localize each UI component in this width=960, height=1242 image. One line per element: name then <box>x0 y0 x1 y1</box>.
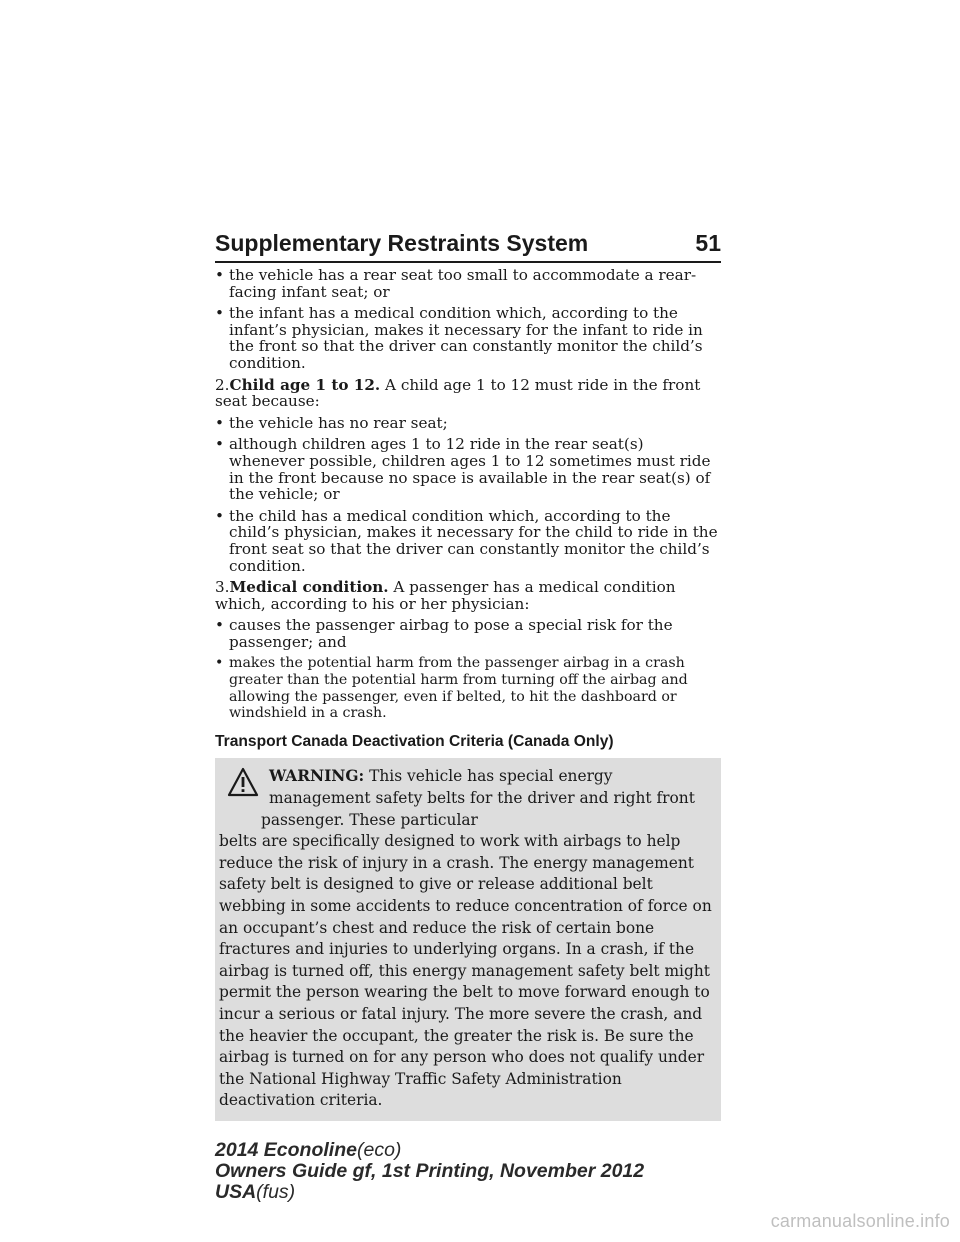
market-code: (fus) <box>256 1181 296 1203</box>
warning-lead <box>261 766 717 831</box>
item-number: 2. <box>215 375 230 394</box>
footer-line-3 <box>215 1182 644 1203</box>
model: 2014 Econoline <box>215 1139 357 1161</box>
item-heading: Medical condition. <box>229 578 389 597</box>
list-item: • causes the passenger airbag to pose a special risk for the passenger; and <box>215 617 721 650</box>
warning-box <box>215 758 721 1121</box>
page-number: 51 <box>695 230 721 256</box>
footer-line-1 <box>215 1140 644 1161</box>
subheading: Transport Canada Deactivation Criteria (Canada Only) <box>215 732 614 750</box>
warning-text: belts are specifically designed to work with airbags to help reduce the risk of injury in a crash. The energy management safety belt is designed to give or release additional belt webbing in some accidents to reduce concentration of force on an occupant’s chest and reduce the risk of certain bone fractures and injuries to underlying organs. In a crash, if the airbag is turned off, this energy management safety belt might permit the person wearing the belt to move forward enough to incur a serious or fatal injury. The more severe the crash, and the heavier the occupant, the greater the risk is. Be sure the airbag is turned on for any person who does not qualify under the National Highway Traffic Safety Administration deactivation criteria. <box>219 832 712 1110</box>
item-heading: Child age 1 to 12. <box>229 375 381 394</box>
list-item: • makes the potential harm from the passenger airbag in a crash greater than the potential harm from turning off the airbag and allowing the passenger, even if belted, to hit the dashboard or windshield in a crash. <box>215 655 721 721</box>
item-text: A passenger has a medical condition which, according to his or her physician: <box>215 578 676 613</box>
list-item: • the vehicle has a rear seat too small to accommodate a rear-facing infant seat; or <box>215 267 721 300</box>
item-text: A child age 1 to 12 must ride in the front seat because: <box>215 375 701 411</box>
numbered-item-3 <box>215 579 721 612</box>
item-number: 3. <box>215 578 230 597</box>
warning-lead-text: This vehicle has special energy management safety belts for the driver and right front passenger. These particular <box>261 767 695 829</box>
section-title: Supplementary Restraints System <box>215 230 589 256</box>
footer-line-2: Owners Guide gf, 1st Printing, November 2012 <box>215 1160 645 1182</box>
warning-triangle-icon <box>227 767 259 797</box>
watermark: carmanualsonline.info <box>770 1211 950 1231</box>
list-item: • the child has a medical condition which, according to the child’s physician, makes it necessary for the child to ride in the front seat so that the driver can constantly monitor the child’s condition. <box>215 508 721 574</box>
list-item: • although children ages 1 to 12 ride in the rear seat(s) whenever possible, children ages 1 to 12 sometimes must ride in the front because no space is available in the rear seat(s) of the vehicle; or <box>215 436 721 502</box>
header-rule <box>215 261 721 263</box>
market: USA <box>215 1181 257 1203</box>
warning-label: WARNING: <box>269 767 365 786</box>
page-body <box>215 267 721 1121</box>
page-header <box>215 228 721 262</box>
list-item: • the vehicle has no rear seat; <box>215 415 721 432</box>
model-code: (eco) <box>356 1139 402 1161</box>
page-footer <box>215 1140 644 1203</box>
list-item: • the infant has a medical condition which, according to the infant’s physician, makes it necessary for the infant to ride in the front so that the driver can constantly monitor the child’s condition. <box>215 305 721 371</box>
numbered-item-2 <box>215 377 721 410</box>
